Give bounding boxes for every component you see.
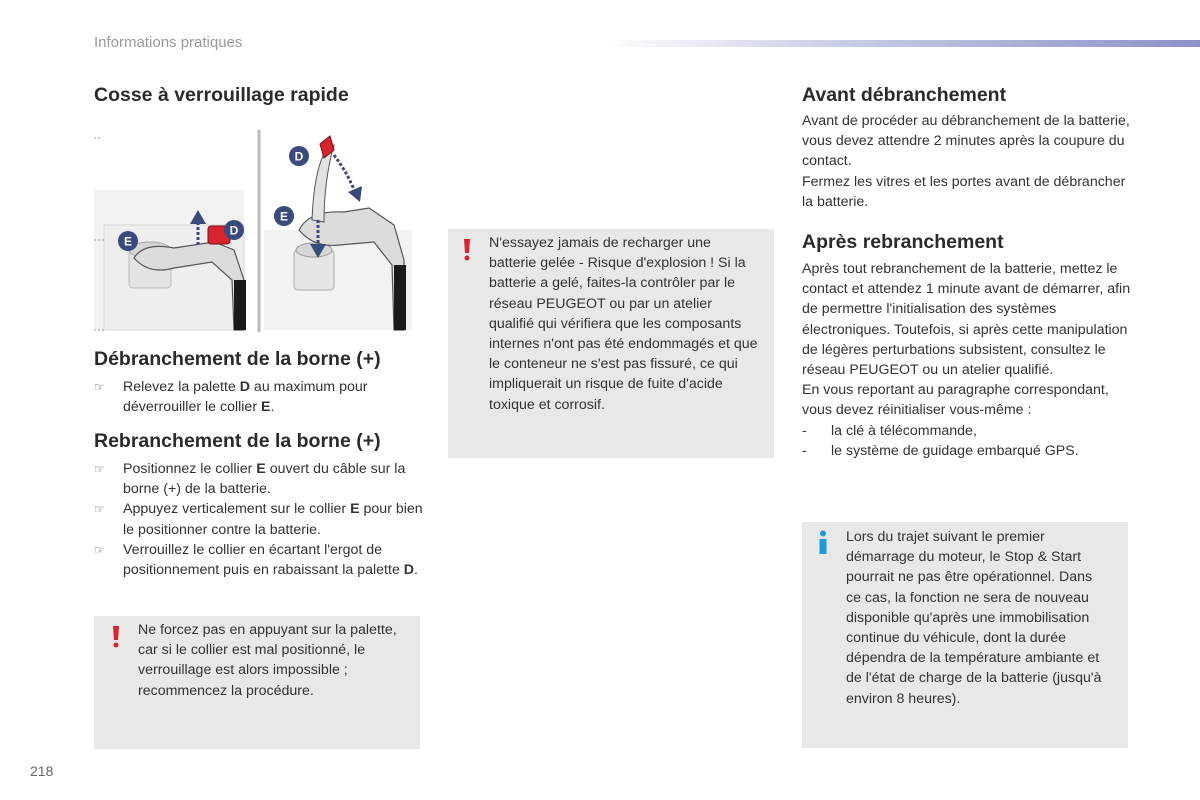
pointer-icon: ☞ bbox=[94, 542, 105, 557]
header-bar bbox=[600, 40, 1200, 47]
list-item: - le système de guidage embarqué GPS. bbox=[802, 442, 1079, 459]
warning-box-left bbox=[94, 616, 420, 749]
list-item: ☞ Appuyez verticalement sur le collier E pour bien le positionner contre la batterie. bbox=[94, 501, 423, 538]
svg-text:E: E bbox=[123, 234, 133, 249]
list-item: ☞ Positionnez le collier E ouvert du câble sur la borne (+) de la batterie. bbox=[94, 461, 406, 498]
battery-terminal-figure bbox=[94, 130, 412, 332]
pointer-icon: ☞ bbox=[94, 502, 105, 517]
label-e-right bbox=[274, 206, 294, 226]
before-title: Avant débranchement bbox=[802, 84, 1007, 106]
label-d-right bbox=[289, 146, 309, 166]
info-icon bbox=[816, 530, 830, 554]
warning-text-middle: N'essayez jamais de recharger une batterie gelée - Risque d'explosion ! Si la batterie a gelé, faites-la contrôler par le réseau PEUGEOT ou par un atelier qualifié qui vérifiera que les composants internes n'ont pas été endommagés et que le conteneur ne s'est pas fissuré, ce qui impliquerait un risque de fuite d'acide toxique et corrosif. bbox=[489, 235, 758, 413]
reconnect-list bbox=[94, 459, 424, 580]
quick-lock-title: Cosse à verrouillage rapide bbox=[94, 84, 349, 106]
after-p2: En vous reportant au paragraphe correspondant, vous devez réinitialiser vous-même : bbox=[802, 382, 1109, 419]
before-text bbox=[802, 111, 1132, 212]
warning-icon bbox=[111, 626, 121, 648]
info-text: Lors du trajet suivant le premier démarrage du moteur, le Stop & Start pourrait ne pas être opérationnel. Dans ce cas, la fonction ne sera de nouveau disponible qu'après une immobilisation continue du véhicule, dont la durée dépendra de la température ambiante et de l'état de charge de la batterie (jusqu'à environ 8 heures). bbox=[846, 529, 1102, 707]
pointer-icon: ☞ bbox=[94, 462, 105, 476]
svg-text:E: E bbox=[279, 209, 289, 224]
disconnect-title: Débranchement de la borne (+) bbox=[94, 348, 381, 370]
page-number: 218 bbox=[30, 763, 54, 779]
list-item: ☞ Verrouillez le collier en écartant l'ergot de positionnement puis en rabaissant la palette D. bbox=[94, 541, 418, 579]
disconnect-list bbox=[94, 377, 424, 417]
pointer-icon: ☞ bbox=[94, 380, 105, 394]
after-title: Après rebranchement bbox=[802, 231, 1004, 253]
warning-icon bbox=[462, 239, 472, 261]
list-item: ☞ Relevez la palette D au maximum pour déverrouiller le collier E. bbox=[94, 379, 368, 416]
svg-text:D: D bbox=[229, 223, 239, 238]
svg-text:D: D bbox=[294, 149, 304, 164]
before-p1: Avant de procéder au débranchement de la batterie, vous devez attendre 2 minutes après la coupure du contact. bbox=[802, 113, 1130, 170]
label-d-left bbox=[224, 220, 244, 240]
warning-text-left: Ne forcez pas en appuyant sur la palette, car si le collier est mal positionné, le verrouillage est alors impossible ; recommencez la procédure. bbox=[138, 622, 397, 699]
label-e-left bbox=[118, 231, 138, 251]
after-p1: Après tout rebranchement de la batterie, mettez le contact et attendez 1 minute avant de démarrer, afin de permettre l'initialisation des systèmes électroniques. Toutefois, si après cette manipulation de légères perturbations subsistent, consultez le réseau PEUGEOT ou un atelier qualifié. bbox=[802, 261, 1131, 379]
after-text bbox=[802, 259, 1132, 461]
info-box-right bbox=[802, 522, 1128, 748]
list-item: - la clé à télécommande, bbox=[802, 422, 977, 439]
before-p2: Fermez les vitres et les portes avant de débrancher la batterie. bbox=[802, 173, 1126, 210]
section-title: Informations pratiques bbox=[94, 34, 243, 51]
reconnect-title: Rebranchement de la borne (+) bbox=[94, 430, 381, 452]
warning-box-middle bbox=[448, 229, 774, 458]
